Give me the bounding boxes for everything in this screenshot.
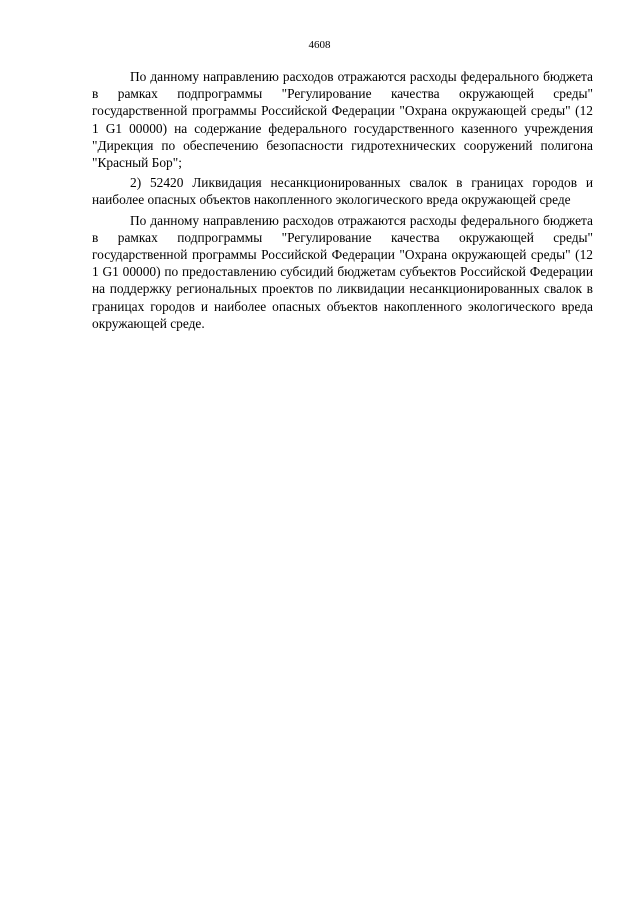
document-body [92,68,593,335]
paragraph-expense-description-2: По данному направлению расходов отражаются расходы федерального бюджета в рамках подпрограммы "Регулирование качества окружающей среды" государственной программы Российской Федерации "Охрана окружающей среды" (12 1 G1 00000) по предоставлению субсидий бюджетам субъектов Российской Федерации на поддержку региональных проектов по ликвидации несанкционированных свалок в границах городов и наиболее опасных объектов накопленного экологического вреда окружающей среде. [92,212,593,331]
paragraph-item-52420-heading: 2) 52420 Ликвидация несанкционированных свалок в границах городов и наиболее опасных объектов накопленного экологического вреда окружающей среде [92,175,593,208]
page-number: 4608 [308,39,331,51]
paragraph-expense-description-1: По данному направлению расходов отражаются расходы федерального бюджета в рамках подпрограммы "Регулирование качества окружающей среды" государственной программы Российской Федерации "Охрана окружающей среды" (12 1 G1 00000) на содержание федерального государственного казенного учреждения "Дирекция по обеспечению безопасности гидротехнических сооружений полигона "Красный Бор"; [92,69,593,171]
